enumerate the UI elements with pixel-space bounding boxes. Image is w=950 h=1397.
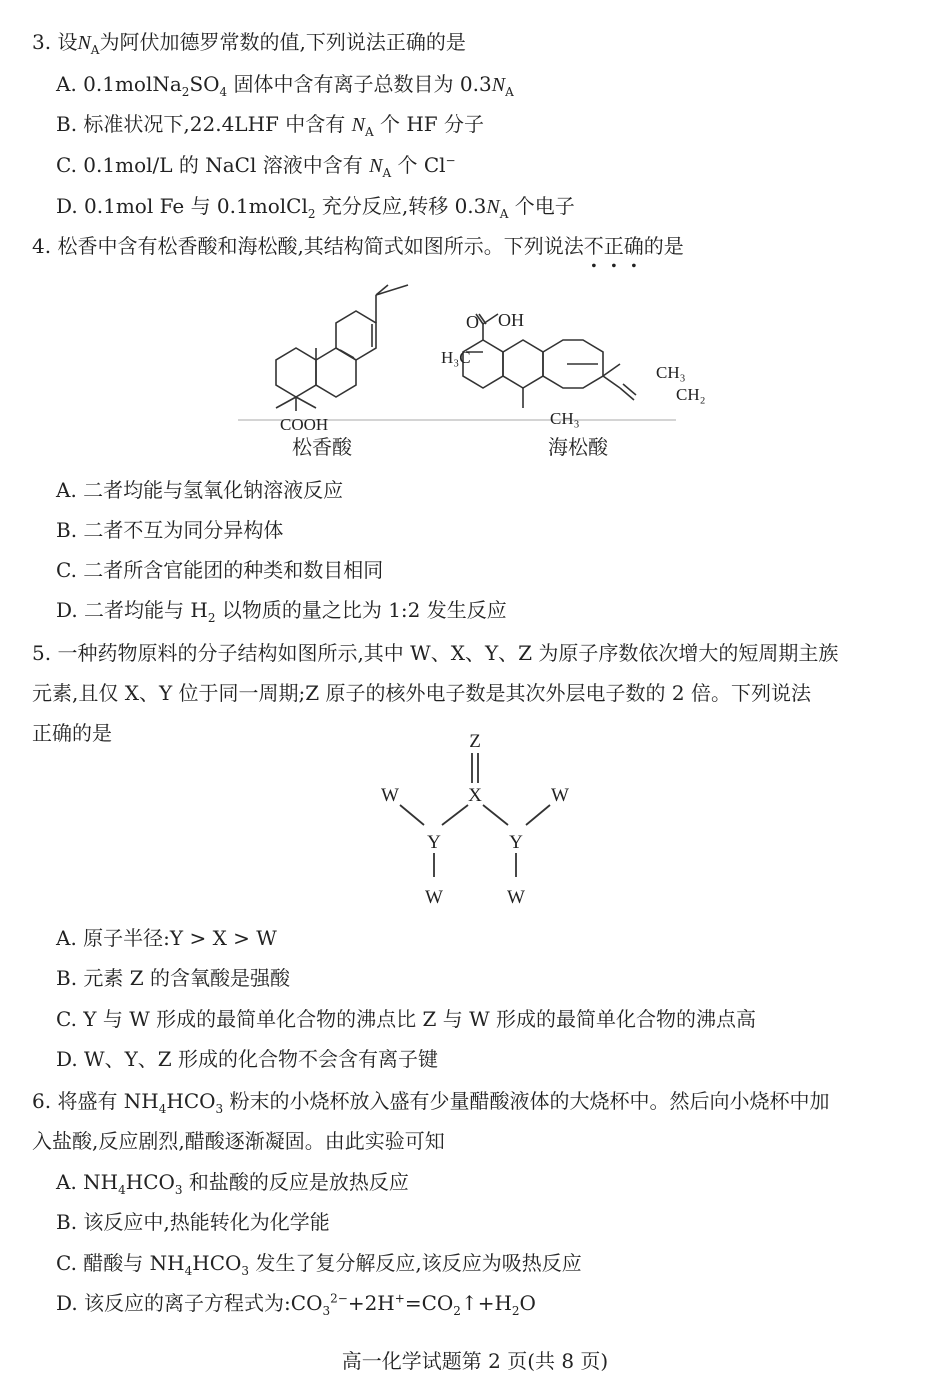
ch3-right-label: CH₃	[656, 363, 686, 382]
atom-w-bottom-right: W	[507, 887, 525, 908]
atom-x: X	[468, 785, 482, 806]
q3-option-c: C. 0.1mol/L 的 NaCl 溶液中含有 $N_A$ 个 Cl−	[56, 153, 456, 180]
q4-structure-figure	[236, 268, 706, 468]
q5-stem-line1: 5. 一种药物原料的分子结构如图所示,其中 W、X、Y、Z 为原子序数依次增大的短周期主族	[32, 641, 839, 665]
q5-option-c: C. Y 与 W 形成的最简单化合物的沸点比 Z 与 W 形成的最简单化合物的沸点高	[56, 1007, 757, 1031]
q6-option-b: B. 该反应中,热能转化为化学能	[56, 1210, 330, 1234]
q5-option-a: A. 原子半径:Y > X > W	[56, 926, 277, 950]
ch2-label: CH₂	[676, 385, 706, 404]
q4-option-a: A. 二者均能与氢氧化钠溶液反应	[56, 478, 344, 502]
q6-stem-line1: 6. 将盛有 $NH_4HCO_3$ 粉末的小烧杯放入盛有少量醋酸液体的大烧杯中。然后向小烧杯中加	[32, 1089, 830, 1116]
atom-z: Z	[469, 731, 481, 752]
q6-option-a: A. $NH_4HCO_3$ 和盐酸的反应是放热反应	[56, 1170, 409, 1197]
q5-stem-line2: 元素,且仅 X、Y 位于同一周期;Z 原子的核外电子数是其次外层电子数的 2 倍。下列说法	[32, 681, 811, 705]
atom-y-left: Y	[427, 832, 441, 853]
cooh-label: COOH	[280, 415, 329, 434]
oh-label: OH	[498, 310, 524, 330]
atom-w-bottom-left: W	[425, 887, 443, 908]
q3-option-a: A. $0.1molNa_2SO_4$ 固体中含有离子总数目为 $0.3N_A$	[56, 72, 514, 99]
q4-stem: 4. 松香中含有松香酸和海松酸,其结构简式如图所示。下列说法不正确的是	[32, 234, 684, 258]
q4-option-b: B. 二者不互为同分异构体	[56, 518, 284, 542]
q3-option-d: D. 0.1mol Fe 与 0.1molCl$_2$ 充分反应,转移 $0.3N_A$ 个电子	[56, 194, 575, 221]
atom-w-right: W	[551, 785, 569, 806]
page-footer: 高一化学试题第 2 页(共 8 页)	[341, 1349, 609, 1373]
atom-y-right: Y	[509, 832, 523, 853]
q3-option-b: B. 标准状况下,22.4LHF 中含有 $N_A$ 个 HF 分子	[56, 112, 485, 139]
abietic-acid-name: 松香酸	[292, 437, 352, 459]
q6-option-c: C. 醋酸与 $NH_4HCO_3$ 发生了复分解反应,该反应为吸热反应	[56, 1251, 582, 1278]
ch3-bottom-label: CH₃	[550, 409, 580, 428]
h3c-label: H₃C	[441, 348, 471, 367]
pimaric-acid-name: 海松酸	[548, 437, 608, 459]
q5-structure-figure	[370, 725, 580, 915]
q3-stem: 3. 设$N_A$为阿伏加德罗常数的值,下列说法正确的是	[32, 30, 466, 57]
o-label: O	[466, 312, 479, 332]
q6-option-d: D. 该反应的离子方程式为$:CO_3^{2-}+2H^+=CO_2↑+H_2O$	[56, 1291, 536, 1318]
q5-option-d: D. W、Y、Z 形成的化合物不会含有离子键	[56, 1047, 439, 1071]
q4-option-d: D. 二者均能与 $H_2$ 以物质的量之比为 1:2 发生反应	[56, 598, 507, 625]
q5-stem-line3: 正确的是	[32, 721, 112, 745]
q6-stem-line2: 入盐酸,反应剧烈,醋酸逐渐凝固。由此实验可知	[32, 1129, 445, 1153]
q5-option-b: B. 元素 Z 的含氧酸是强酸	[56, 966, 291, 990]
atom-w-left: W	[381, 785, 399, 806]
q4-option-c: C. 二者所含官能团的种类和数目相同	[56, 558, 384, 582]
